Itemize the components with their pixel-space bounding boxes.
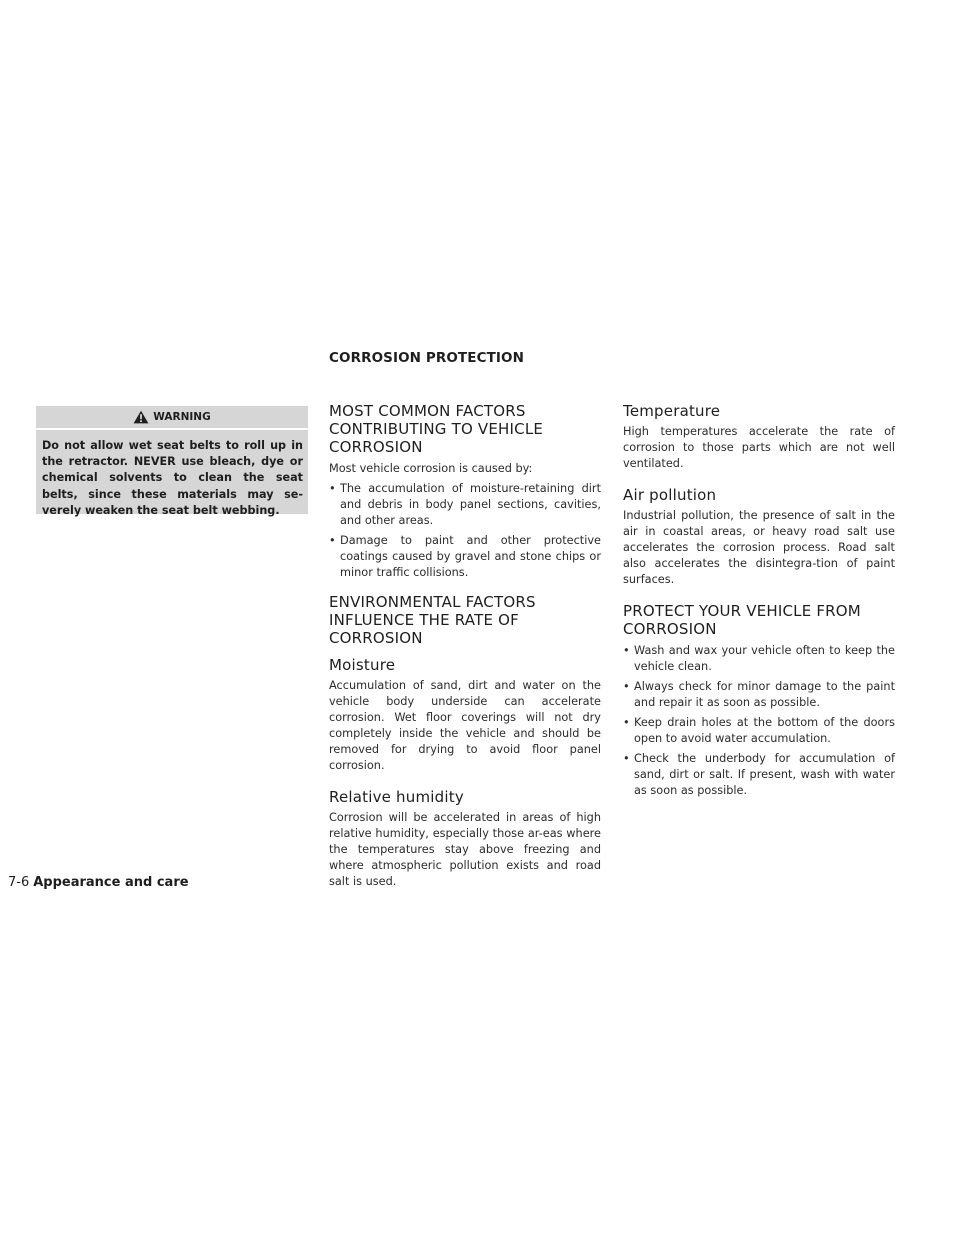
paragraph-temperature: High temperatures accelerate the rate of corrosion to those parts which are not well ventilated. <box>623 425 895 470</box>
heading-temperature: Temperature <box>623 402 721 420</box>
paragraph-moisture: Accumulation of sand, dirt and water on the vehicle body underside can accelerate corrosion. Wet floor coverings will not dry completely inside the vehicle and should be removed for drying to avoid floor panel corrosion. <box>329 679 601 772</box>
warning-triangle-icon <box>133 410 149 424</box>
warning-label: WARNING <box>153 411 211 423</box>
heading-moisture: Moisture <box>329 656 396 674</box>
list-protect-vehicle <box>623 643 895 799</box>
heading-air-pollution: Air pollution <box>623 486 717 504</box>
warning-text: Do not allow wet seat belts to roll up in the retractor. NEVER use bleach, dye or chemical solvents to clean the seat belts, since these materials may se-verely weaken the seat belt webbing. <box>36 430 308 514</box>
section-title: CORROSION PROTECTION <box>329 350 524 366</box>
heading-environmental-factors: ENVIRONMENTAL FACTORS INFLUENCE THE RATE OF CORROSION <box>329 593 536 647</box>
list-item: • The accumulation of moisture-retaining dirt and debris in body panel sections, cavities, and other areas. <box>329 481 601 529</box>
paragraph-relative-humidity: Corrosion will be accelerated in areas of high relative humidity, especially those ar-eas where the temperatures stay above freezing and where atmospheric pollution exists and road salt is used. <box>329 811 601 888</box>
heading-common-factors: MOST COMMON FACTORS CONTRIBUTING TO VEHICLE CORROSION <box>329 402 544 456</box>
list-item: • Damage to paint and other protective coatings caused by gravel and stone chips or minor traffic collisions. <box>329 533 601 581</box>
warning-header <box>36 406 308 428</box>
heading-protect-vehicle: PROTECT YOUR VEHICLE FROM CORROSION <box>623 602 861 638</box>
list-item: • Always check for minor damage to the paint and repair it as soon as possible. <box>623 679 895 711</box>
heading-relative-humidity: Relative humidity <box>329 788 464 806</box>
middle-column <box>329 402 601 890</box>
paragraph-common-factors: Most vehicle corrosion is caused by: <box>329 462 533 475</box>
page-footer <box>8 875 189 890</box>
list-item: • Wash and wax your vehicle often to keep the vehicle clean. <box>623 643 895 675</box>
paragraph-air-pollution: Industrial pollution, the presence of salt in the air in coastal areas, or heavy road salt use accelerates the corrosion process. Road salt also accelerates the disintegra-tion of paint surfaces. <box>623 509 895 586</box>
list-item: • Keep drain holes at the bottom of the doors open to avoid water accumulation. <box>623 715 895 747</box>
chapter-title: Appearance and care <box>33 875 189 890</box>
page-number: 7-6 <box>8 875 30 890</box>
right-column <box>623 402 895 803</box>
list-item: • Check the underbody for accumulation of sand, dirt or salt. If present, wash with water as soon as possible. <box>623 751 895 799</box>
list-common-factors <box>329 481 601 581</box>
